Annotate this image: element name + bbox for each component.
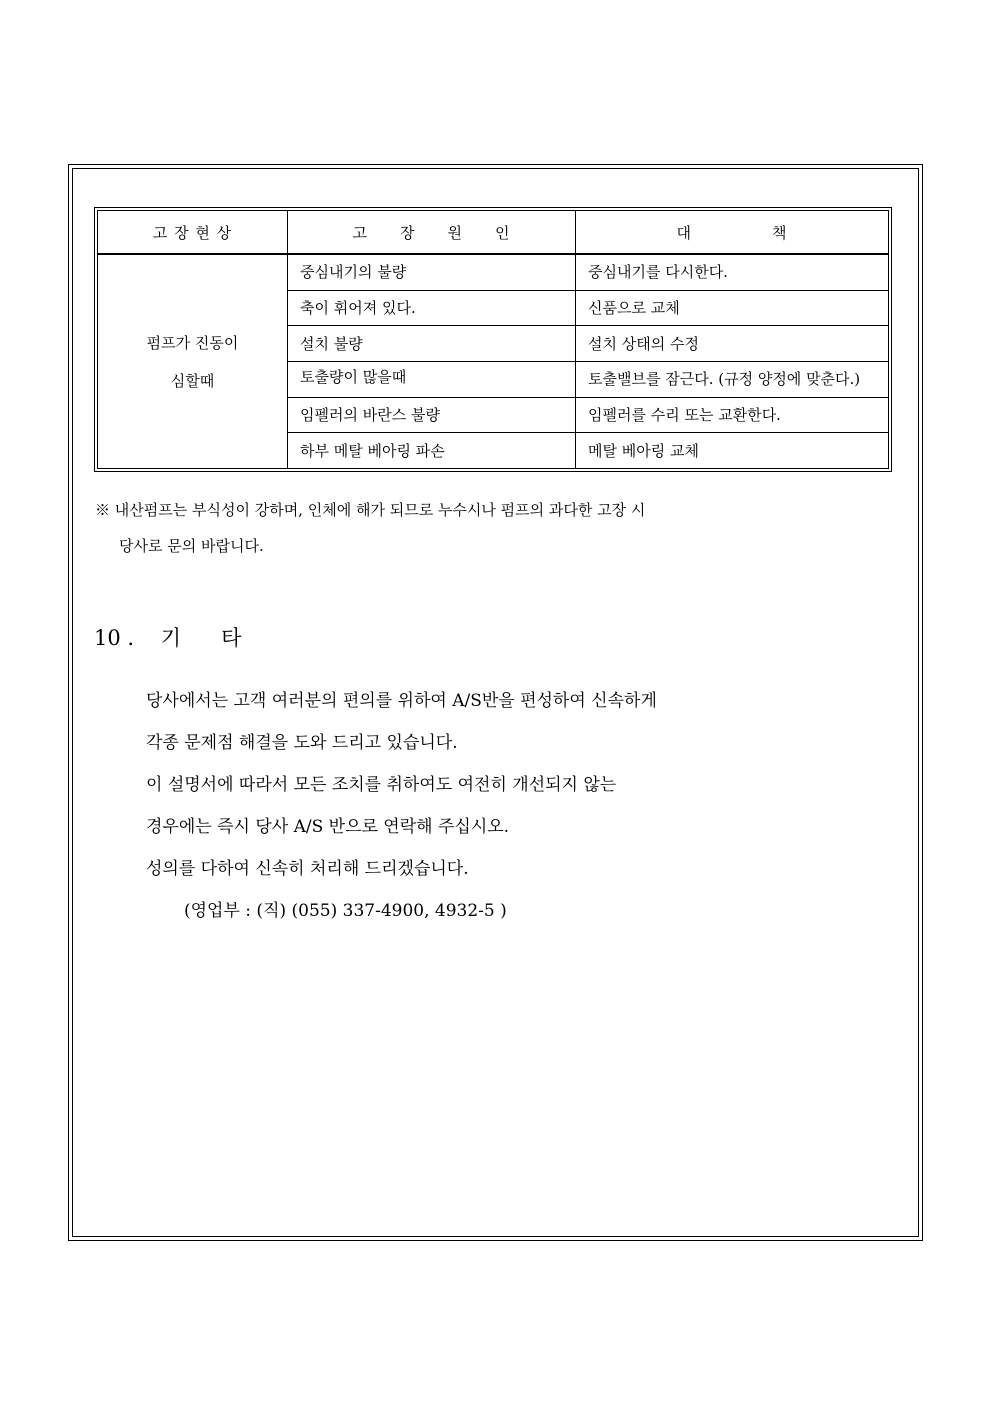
action-cell: 중심내기를 다시한다. [576,255,889,291]
table-row [98,255,889,291]
contact-info: (영업부 : (직) (055) 337-4900, 4932-5 ) [184,901,507,921]
action-cell: 토출밸브를 잠근다. (규정 양정에 맞춘다.) [576,361,889,397]
body-paragraph: 경우에는 즉시 당사 A/S 반으로 연락해 주십시오. [146,817,510,837]
action-cell: 메탈 베아링 교체 [576,433,889,469]
section-body [146,680,866,932]
troubleshooting-table [94,207,892,472]
note-line: ※ 내산펌프는 부식성이 강하며, 인체에 해가 되므로 누수시나 펌프의 과다한 고장 시 [95,501,646,519]
note-line: 당사로 문의 바랍니다. [119,537,264,555]
cause-cell: 하부 메탈 베아링 파손 [288,433,576,469]
body-paragraph: 당사에서는 고객 여러분의 편의를 위하여 A/S반을 편성하여 신속하게 [146,691,657,711]
body-paragraph: 각종 문제점 해결을 도와 드리고 있습니다. [146,733,458,753]
action-cell: 설치 상태의 수정 [576,326,889,362]
action-cell: 신품으로 교체 [576,290,889,326]
action-cell: 임펠러를 수리 또는 교환한다. [576,397,889,433]
body-paragraph: 이 설명서에 따라서 모든 조치를 취하여도 여전히 개선되지 않는 [146,775,617,795]
table-header-row [98,211,889,254]
header-cause: 고 장 원 인 [288,211,576,254]
symptom-cell [98,255,288,469]
symptom-line: 심할때 [170,371,215,390]
symptom-line: 펌프가 진동이 [146,333,239,352]
header-symptom: 고 장 현 상 [98,211,288,254]
cause-cell: 중심내기의 불량 [288,255,576,291]
section-title: 10 . 기 타 [94,626,242,650]
cause-cell: 임펠러의 바란스 불량 [288,397,576,433]
header-action: 대 책 [576,211,889,254]
body-paragraph: 성의를 다하여 신속히 처리해 드리겠습니다. [146,859,469,879]
cause-cell: 축이 휘어져 있다. [288,290,576,326]
cause-cell: 토출량이 많을때 [288,361,576,397]
cause-cell: 설치 불량 [288,326,576,362]
caution-note [95,492,815,564]
